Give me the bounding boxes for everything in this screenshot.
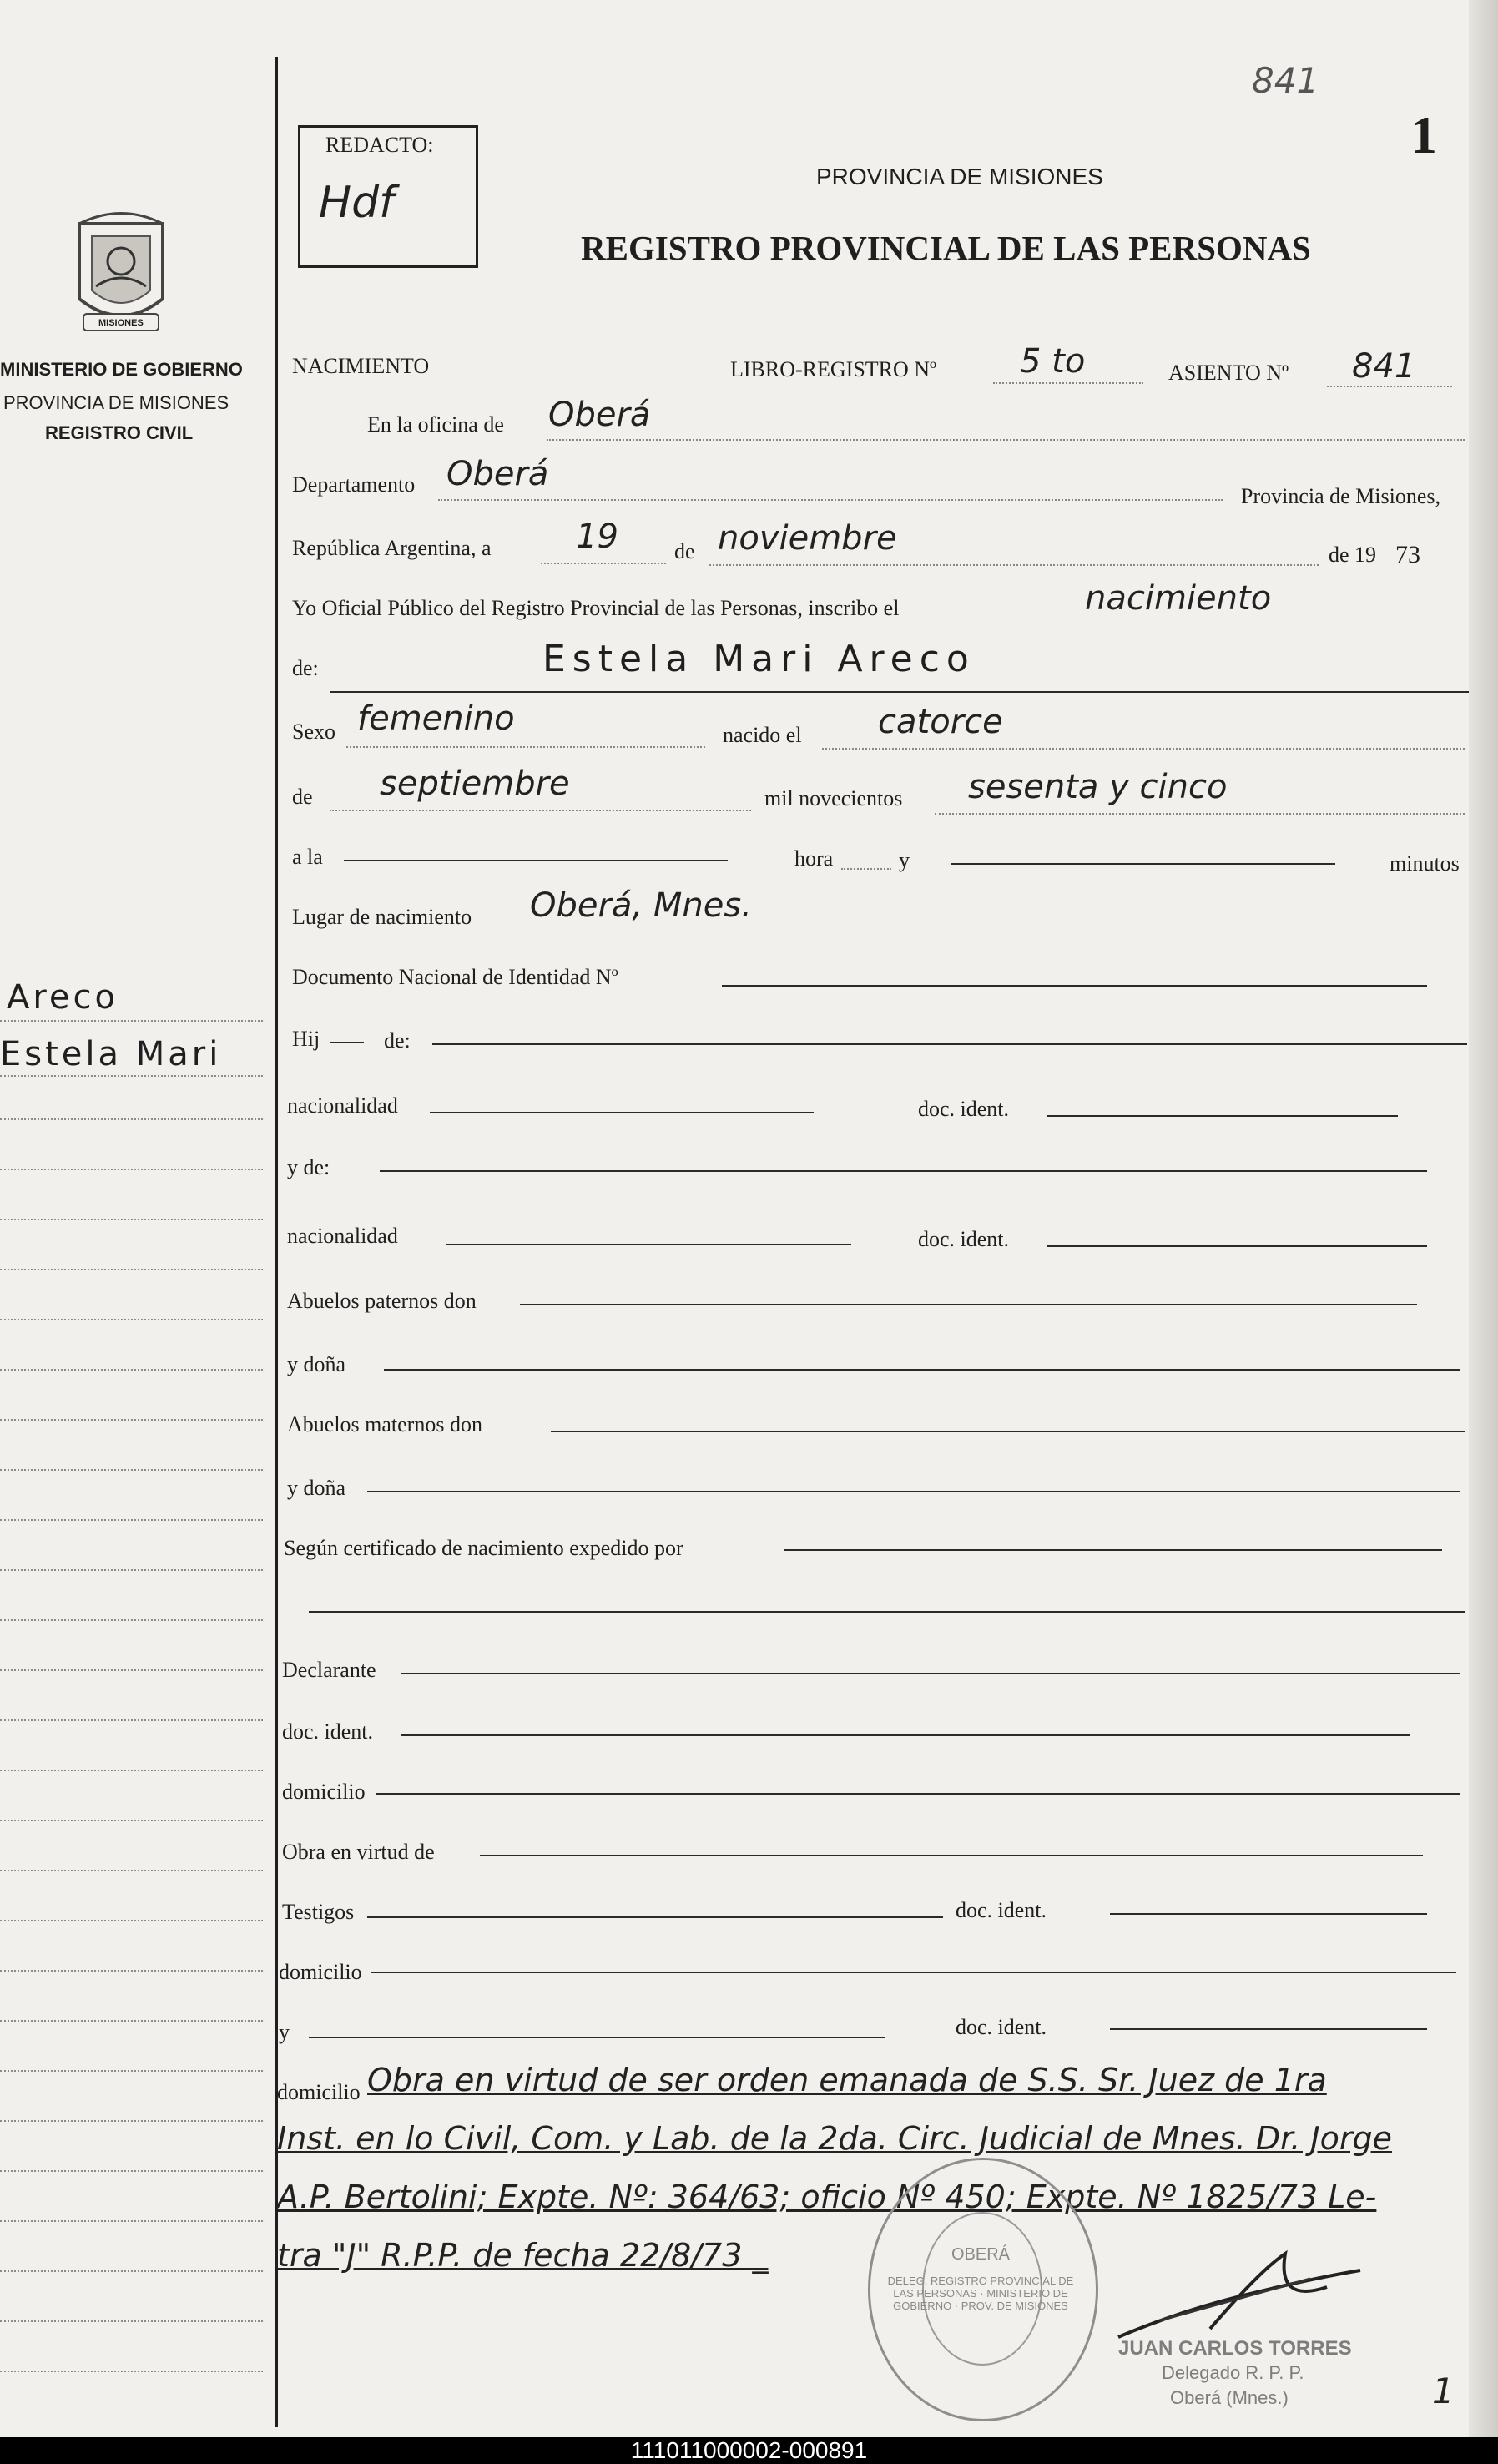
doc-ident-label-5: doc. ident.	[956, 2015, 1047, 2039]
libro-value: 5 to	[1020, 342, 1086, 381]
y-de-label: y de:	[287, 1155, 330, 1179]
y-dona-label: y doña	[287, 1352, 346, 1376]
doc-ident-label-4: doc. ident.	[956, 1898, 1047, 1922]
seal-text: DELEG. REGISTRO PROVINCIAL DE LAS PERSONAS · MINISTERIO DE GOBIERNO · PROV. DE MISIONES	[887, 2275, 1074, 2312]
asiento-value: 841	[1352, 347, 1416, 386]
lugar-label: Lugar de nacimiento	[292, 905, 472, 929]
abuelos-paternos-label: Abuelos paternos don	[287, 1289, 477, 1313]
redacto-value: Hdf	[319, 178, 395, 228]
provincia-suffix: Provincia de Misiones,	[1241, 484, 1441, 508]
issuer-ministry: MINISTERIO DE GOBIERNO	[0, 359, 243, 380]
de-name-label: de:	[292, 656, 319, 680]
annotation-line-2: Inst. en lo Civil, Com. y Lab. de la 2da. Circ. Judicial de Mnes. Dr. Jorge	[277, 2120, 1392, 2157]
sexo-label: Sexo	[292, 720, 335, 744]
nacido-label: nacido el	[723, 723, 802, 747]
y-label-2: y	[279, 2020, 290, 2044]
nombre-value: Estela Mari Areco	[542, 638, 976, 680]
a-la-label: a la	[292, 845, 323, 869]
redacto-box	[298, 125, 478, 268]
issuer-registry: REGISTRO CIVIL	[45, 422, 194, 443]
seal-center: OBERÁ	[951, 2245, 1011, 2264]
testigos-label: Testigos	[282, 1900, 355, 1924]
nacionalidad-label-2: nacionalidad	[287, 1224, 398, 1248]
yo-oficial-text: Yo Oficial Público del Registro Provincial de las Personas, inscribo el	[292, 596, 900, 620]
record-number: 1	[1410, 105, 1437, 164]
hora-label: hora	[794, 846, 834, 871]
margin-surname: Areco	[7, 978, 119, 1017]
stamp-role: Delegado R. P. P.	[1162, 2362, 1304, 2383]
asiento-label: ASIENTO Nº	[1168, 361, 1289, 385]
certificado-label: Según certificado de nacimiento expedido por	[284, 1536, 683, 1560]
footer-code: 111011000002-000891	[630, 2437, 868, 2463]
nacimiento-label: NACIMIENTO	[292, 354, 430, 378]
doc-ident-label-2: doc. ident.	[918, 1227, 1010, 1251]
inscribo-value: nacimiento	[1085, 579, 1272, 618]
stamp-place: Oberá (Mnes.)	[1170, 2387, 1289, 2408]
domicilio-label: domicilio	[282, 1780, 366, 1804]
nacido-value: catorce	[878, 703, 1003, 741]
margin-rule	[275, 57, 278, 2427]
corner-mark: 1	[1432, 2371, 1455, 2411]
footer-code-bar	[0, 2437, 1498, 2464]
annotation-line-4: tra "J" R.P.P. de fecha 22/8/73 _	[277, 2237, 769, 2274]
doc-ident-label: doc. ident.	[918, 1097, 1010, 1121]
annotation-line-3: A.P. Bertolini; Expte. Nº: 364/63; oficio Nº 450; Expte. Nº 1825/73 Le-	[277, 2179, 1377, 2215]
domicilio-label-2: domicilio	[279, 1960, 362, 1984]
oficina-label: En la oficina de	[367, 412, 504, 437]
obra-label: Obra en virtud de	[282, 1840, 435, 1864]
dni-label: Documento Nacional de Identidad Nº	[292, 965, 618, 989]
signature-icon	[1110, 2237, 1394, 2354]
doc-ident-label-3: doc. ident.	[282, 1719, 374, 1744]
domicilio-label-3: domicilio	[277, 2080, 361, 2104]
mil-novecientos-label: mil novecientos	[764, 786, 903, 810]
republica-label: República Argentina, a	[292, 536, 492, 560]
abuelos-maternos-label: Abuelos maternos don	[287, 1412, 482, 1436]
departamento-label: Departamento	[292, 472, 416, 497]
fecha-dia: 19	[576, 518, 618, 556]
de-mes-label: de	[292, 785, 313, 809]
mes-value: septiembre	[380, 765, 570, 803]
departamento-value: Oberá	[446, 455, 549, 493]
emblem-label: MISIONES	[98, 318, 144, 328]
oficina-value: Oberá	[548, 396, 651, 434]
y-label: y	[899, 848, 910, 872]
page-edge-shadow	[1469, 0, 1498, 2437]
annotation-line-1: Obra en virtud de ser orden emanada de S.S. Sr. Juez de 1ra	[367, 2062, 1327, 2098]
minutos-label: minutos	[1390, 851, 1460, 876]
libro-label: LIBRO-REGISTRO Nº	[730, 357, 937, 381]
issuer-province: PROVINCIA DE MISIONES	[3, 392, 229, 413]
hij-label: Hij	[292, 1027, 320, 1051]
fecha-anio: 73	[1395, 541, 1420, 568]
fecha-mes: noviembre	[718, 519, 897, 558]
margin-given-name: Estela Mari	[0, 1035, 222, 1073]
declarante-label: Declarante	[282, 1658, 376, 1682]
stamp-name: JUAN CARLOS TORRES	[1118, 2337, 1352, 2360]
de-label: de	[674, 539, 695, 563]
header-province: PROVINCIA DE MISIONES	[816, 164, 1103, 189]
y-dona-label-2: y doña	[287, 1476, 346, 1500]
de-anio-label: de 19	[1329, 543, 1377, 567]
hij-de-label: de:	[384, 1028, 411, 1053]
sexo-value: femenino	[357, 699, 515, 738]
anio-value: sesenta y cinco	[968, 768, 1228, 806]
lugar-value: Oberá, Mnes.	[530, 886, 752, 925]
redacto-label: REDACTO:	[325, 133, 434, 157]
sheet-number-handwritten: 841	[1252, 60, 1319, 101]
page-title: REGISTRO PROVINCIAL DE LAS PERSONAS	[581, 229, 1311, 267]
nacionalidad-label: nacionalidad	[287, 1093, 398, 1118]
